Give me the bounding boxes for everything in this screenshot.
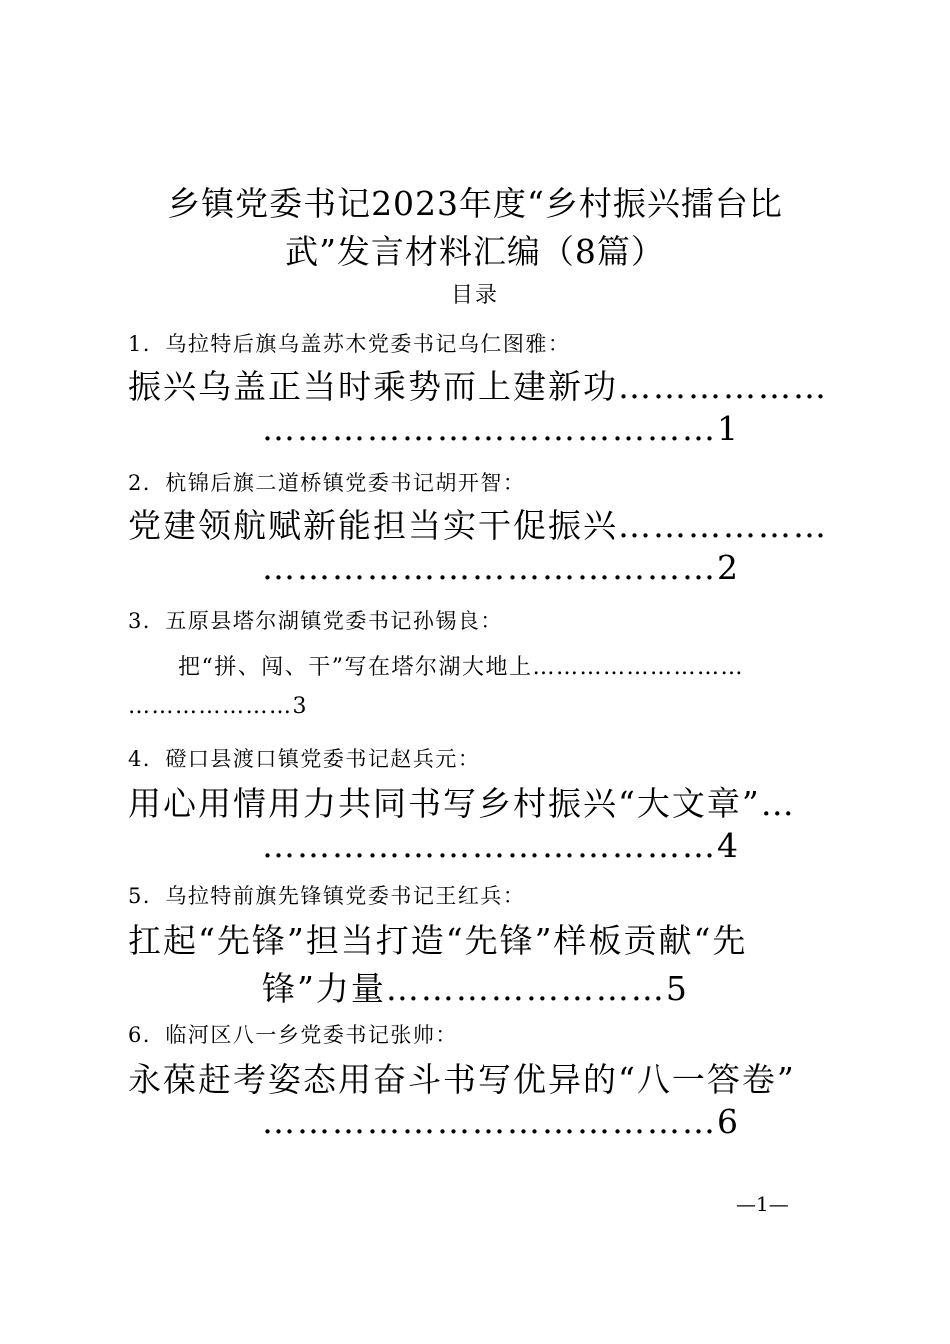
toc-heading: 目录 bbox=[450, 283, 499, 308]
document-title-line-2: 武”发言材料汇编（8篇） bbox=[285, 232, 665, 271]
toc-entry-5-author: 5．乌拉特前旗先锋镇党委书记王红兵： bbox=[128, 884, 526, 908]
toc-entry-6-title: 永葆赶考姿态用奋斗书写优异的“八一答卷” bbox=[128, 1060, 796, 1099]
toc-entry-4-leader-page: …………………………………4 bbox=[262, 826, 740, 865]
document-title-line-1: 乡镇党委书记2023年度“乡村振兴擂台比 bbox=[167, 184, 783, 223]
toc-entry-3-author: 3．五原县塔尔湖镇党委书记孙锡良： bbox=[128, 609, 503, 633]
toc-entry-5-title: 扛起“先锋”担当打造“先锋”样板贡献“先 bbox=[128, 921, 748, 960]
toc-entry-1-title: 振兴乌盖正当时乘势而上建新功……………… bbox=[128, 367, 828, 406]
toc-entry-6-leader-page: …………………………………6 bbox=[262, 1102, 740, 1141]
toc-entry-5-leader-page: 锋”力量……………………5 bbox=[262, 969, 689, 1008]
toc-entry-3-leader-page: …………………3 bbox=[128, 694, 308, 719]
toc-entry-6-author: 6．临河区八一乡党委书记张帅： bbox=[128, 1023, 458, 1047]
toc-entry-2-leader-page: …………………………………2 bbox=[262, 548, 740, 587]
toc-entry-2-author: 2．杭锦后旗二道桥镇党委书记胡开智： bbox=[128, 471, 526, 495]
toc-entry-3-title: 把“拼、闯、干”写在塔尔湖大地上……………………… bbox=[178, 655, 744, 680]
toc-entry-2-title: 党建领航赋新能担当实干促振兴……………… bbox=[128, 506, 828, 545]
toc-entry-1-leader-page: …………………………………1 bbox=[262, 409, 740, 448]
toc-entry-1-author: 1．乌拉特后旗乌盖苏木党委书记乌仁图雅： bbox=[128, 332, 571, 356]
page-number: —1— bbox=[736, 1192, 789, 1216]
toc-entry-4-author: 4．磴口县渡口镇党委书记赵兵元： bbox=[128, 747, 481, 771]
toc-entry-4-title: 用心用情用力共同书写乡村振兴“大文章”… bbox=[128, 784, 796, 823]
